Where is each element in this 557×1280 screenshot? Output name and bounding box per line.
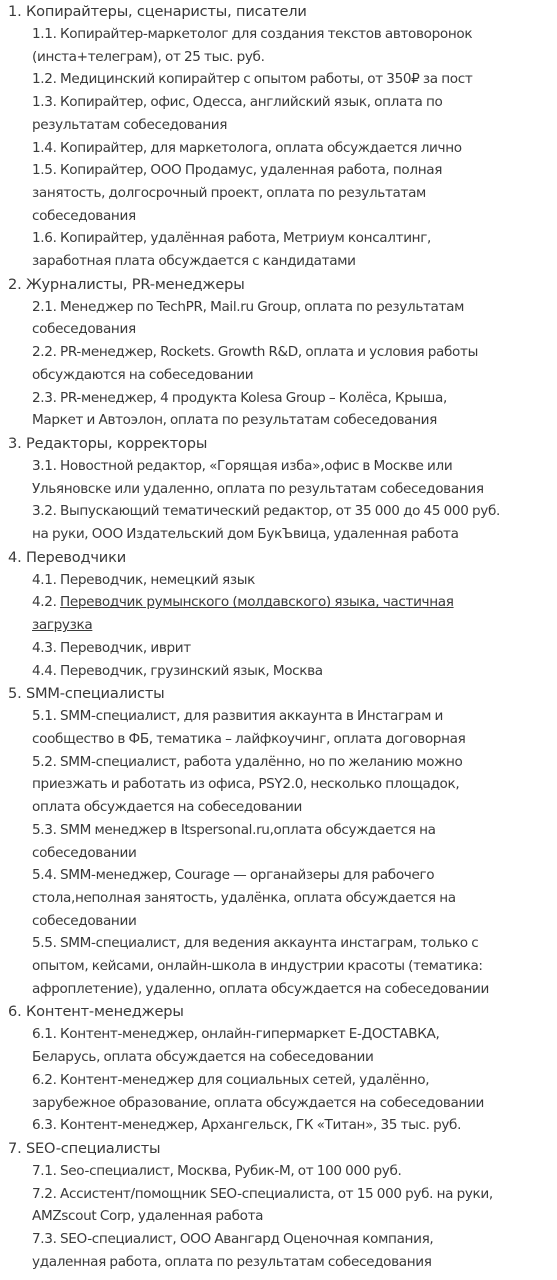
vacancy-line: 7.2. Ассистент/помощник SEO-специалиста, от 15 000 руб. на руки, — [32, 1185, 493, 1202]
vacancy-line: 6.2. Контент-менеджер для социальных сетей, удалённо, — [32, 1071, 430, 1088]
vacancy-line: собеседовании — [32, 912, 137, 929]
vacancy-line: обсуждаются на собеседовании — [32, 366, 254, 383]
vacancy-line: собеседовании — [32, 844, 137, 861]
vacancy-link-text[interactable]: Переводчик румынского (молдавского) языка, частичная — [60, 594, 454, 611]
vacancy-item — [8, 637, 557, 660]
vacancy-line: 1.4. Копирайтер, для маркетолога, оплата обсуждается лично — [32, 139, 462, 156]
vacancy-line: 1.3. Копирайтер, офис, Одесса, английский язык, оплата по — [32, 94, 443, 111]
vacancy-line: 1.6. Копирайтер, удалённая работа, Метриум консалтинг, — [32, 230, 431, 247]
vacancy-line: удаленная работа, оплата по результатам собеседования — [32, 1253, 432, 1270]
section-title: 3. Редакторы, корректоры — [8, 434, 208, 452]
section-title: 6. Контент-менеджеры — [8, 1003, 184, 1021]
vacancy-line: 6.3. Контент-менеджер, Архангельск, ГК «Титан», 35 тыс. руб. — [32, 1117, 462, 1134]
vacancy-item — [8, 68, 557, 91]
vacancy-line: 5.3. SMM менеджер в Itspersonal.ru,оплата обсуждается на — [32, 821, 436, 838]
vacancy-line: 1.5. Копирайтер, ООО Продамус, удаленная работа, полная — [32, 162, 443, 179]
vacancy-line: на руки, ООО Издательский дом БукЪвица, удаленная работа — [32, 526, 459, 543]
vacancy-line: опытом, кейсами, онлайн-школа в индустрии красоты (тематика: — [32, 958, 483, 975]
vacancy-item — [8, 23, 557, 68]
vacancy-item — [8, 660, 557, 683]
vacancy-line: Маркет и Автоэлон, оплата по результатам собеседования — [32, 412, 437, 429]
vacancy-line: 4.3. Переводчик, иврит — [32, 639, 191, 656]
vacancy-line: 5.2. SMM-специалист, работа удалённо, но по желанию можно — [32, 753, 463, 770]
vacancy-item — [8, 137, 557, 160]
vacancy-line: заработная плата обсуждается с кандидатами — [32, 253, 356, 270]
section — [8, 546, 557, 683]
vacancy-item — [8, 932, 557, 1000]
vacancy-line: AMZscout Corp, удаленная работа — [32, 1208, 264, 1225]
section-title: 4. Переводчики — [8, 548, 126, 566]
vacancy-line: оплата обсуждается на собеседовании — [32, 799, 303, 816]
vacancy-line[interactable]: загрузка — [32, 617, 93, 634]
vacancy-line: (инста+телеграм), от 25 тыс. руб. — [32, 48, 265, 65]
vacancy-line: 2.3. PR-менеджер, 4 продукта Kolesa Group – Колёса, Крыша, — [32, 389, 447, 406]
vacancy-item — [8, 341, 557, 386]
section — [8, 1137, 557, 1274]
vacancy-line: 2.1. Менеджер по TechPR, Mail.ru Group, оплата по результатам — [32, 298, 464, 315]
vacancy-line: 1.2. Медицинский копирайтер с опытом работы, от 350₽ за пост — [32, 71, 473, 88]
section-title: 1. Копирайтеры, сценаристы, писатели — [8, 3, 307, 20]
vacancy-line[interactable] — [32, 591, 537, 614]
vacancy-line: Беларусь, оплата обсуждается на собеседовании — [32, 1049, 374, 1066]
vacancy-item — [8, 296, 557, 341]
vacancy-item — [8, 500, 557, 545]
vacancy-line: собеседования — [32, 321, 136, 338]
vacancy-item — [8, 455, 557, 500]
vacancy-line: 3.2. Выпускающий тематический редактор, от 35 000 до 45 000 руб. — [32, 503, 500, 520]
section — [8, 1000, 557, 1137]
vacancy-line: афроплетение), удаленно, оплата обсуждается на собеседовании — [32, 980, 489, 997]
vacancy-line: 4.4. Переводчик, грузинский язык, Москва — [32, 662, 323, 679]
vacancy-number: 4.2. — [32, 594, 61, 611]
vacancy-item — [8, 159, 557, 227]
section — [8, 273, 557, 432]
vacancy-item — [8, 1228, 557, 1273]
vacancy-item — [8, 91, 557, 136]
vacancy-line: зарубежное образование, оплата обсуждается на собеседовании — [32, 1094, 485, 1111]
vacancy-line: Ульяновске или удаленно, оплата по результатам собеседования — [32, 480, 484, 497]
vacancy-line: занятость, долгосрочный проект, оплата по результатам — [32, 184, 426, 201]
vacancy-item — [8, 819, 557, 864]
vacancy-link[interactable] — [8, 591, 557, 636]
vacancy-line: 3.1. Новостной редактор, «Горящая изба»,офис в Москве или — [32, 457, 453, 474]
vacancy-line: 2.2. PR-менеджер, Rockets. Growth R&D, оплата и условия работы — [32, 344, 478, 361]
vacancy-line: 7.1. Seo-специалист, Москва, Рубик-М, от 100 000 руб. — [32, 1162, 402, 1179]
vacancy-line: стола,неполная занятость, удалёнка, оплата обсуждается на — [32, 889, 456, 906]
vacancy-item — [8, 227, 557, 272]
vacancy-line: 6.1. Контент-менеджер, онлайн-гипермаркет Е-ДОСТАВКА, — [32, 1026, 440, 1043]
vacancy-item — [8, 1023, 557, 1068]
vacancy-item — [8, 1183, 557, 1228]
section-title: 2. Журналисты, PR-менеджеры — [8, 275, 245, 293]
vacancy-line: 1.1. Копирайтер-маркетолог для создания текстов автоворонок — [32, 26, 473, 42]
vacancy-line: 4.1. Переводчик, немецкий язык — [32, 571, 255, 588]
vacancy-item — [8, 1160, 557, 1183]
vacancy-line: 5.4. SMM-менеджер, Courage — органайзеры для рабочего — [32, 867, 435, 884]
vacancy-line: результатам собеседования — [32, 116, 228, 133]
section — [8, 0, 557, 273]
vacancy-line: 7.3. SEO-специалист, ООО Авангард Оценочная компания, — [32, 1231, 434, 1248]
vacancy-line: 5.1. SMM-специалист, для развития аккаунта в Инстаграм и — [32, 708, 443, 725]
vacancy-item — [8, 387, 557, 432]
vacancy-item — [8, 569, 557, 592]
vacancy-item — [8, 864, 557, 932]
vacancy-line: сообщество в ФБ, тематика – лайфкоучинг, оплата договорная — [32, 730, 466, 747]
vacancy-item — [8, 705, 557, 750]
section-title: 7. SEO-специалисты — [8, 1139, 161, 1157]
section — [8, 682, 557, 1000]
vacancy-line: собеседования — [32, 207, 136, 224]
vacancy-line: приезжать и работать из офиса, PSY2.0, несколько площадок, — [32, 776, 460, 793]
vacancy-item — [8, 1069, 557, 1114]
vacancy-line: 5.5. SMM-специалист, для ведения аккаунта инстаграм, только с — [32, 935, 479, 952]
section-title: 5. SMM-специалисты — [8, 685, 165, 703]
vacancy-item — [8, 1114, 557, 1137]
section — [8, 432, 557, 546]
vacancy-item — [8, 751, 557, 819]
